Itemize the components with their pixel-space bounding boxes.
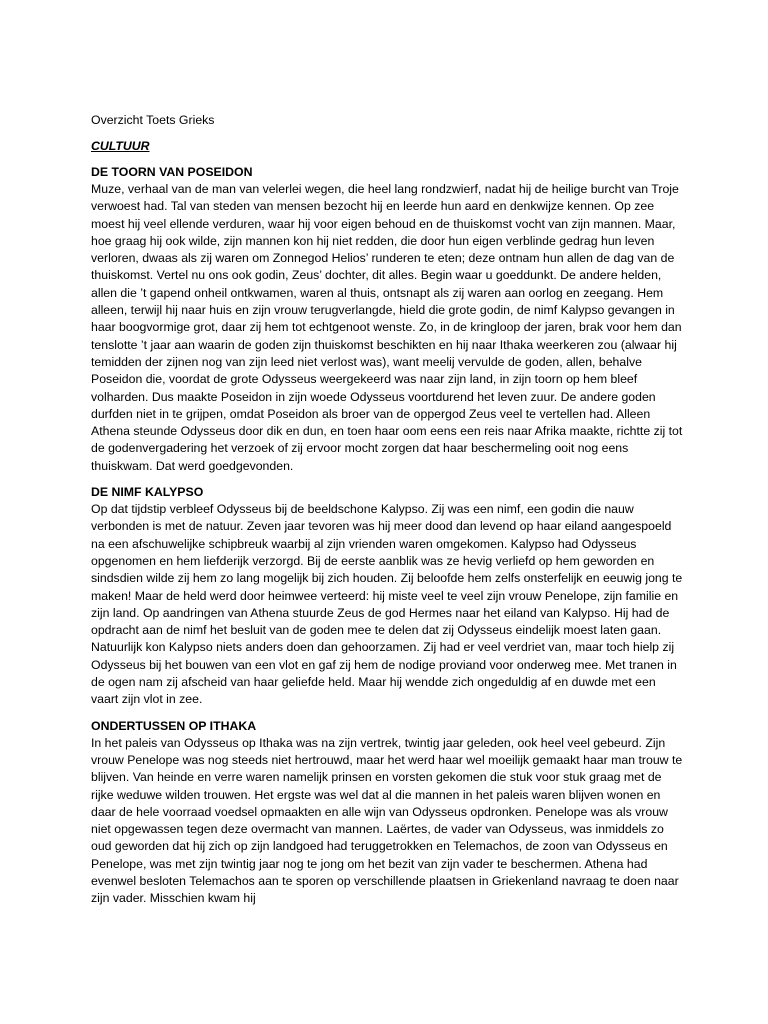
section-title: DE TOORN VAN POSEIDON xyxy=(91,165,253,179)
section-toorn-van-poseidon xyxy=(91,164,683,475)
section-ondertussen-op-ithaka xyxy=(91,718,683,908)
section-title: DE NIMF KALYPSO xyxy=(91,485,204,500)
section-paragraph: Muze, verhaal van de man van velerlei wegen, die heel lang rondzwierf, nadat hij de heilige burcht van Troje verwoest had. Tal van steden van mensen bezocht hij en leerde hun aard en denkwijze kennen. Op zee moest hij veel ellende verduren, waar hij voor eigen behoud en de thuiskomst vocht van zijn mannen. Maar, hoe graag hij ook wilde, zijn mannen kon hij niet redden, die door hun eigen verblinde gedrag hun leven verloren, dwaas als zij waren om Zonnegod Helios’ runderen te eten; deze ontnam hun allen de dag van de thuiskomst. Vertel nu ons ook godin, Zeus’ dochter, dit alles. Begin waar u goeddunkt. De andere helden, allen die ’t gapend onheil ontkwamen, waren al thuis, ontsnapt als zij waren aan oorlog en zeegang. Hem alleen, terwijl hij naar huis en zijn vrouw terugverlangde, hield die grote godin, de nimf Kalypso gevangen in haar boogvormige grot, daar zij hem tot echtgenoot wenste. Zo, in de kringloop der jaren, brak voor hem dan tenslotte ’t jaar aan waarin de goden zijn thuiskomst beschikten en hij naar Ithaka weerkeren zou (alwaar hij temidden der zijnen nog van zijn leed niet verlost was), want meelij vervulde de goden, allen, behalve Poseidon die, voordat de grote Odysseus weergekeerd was naar zijn land, in zijn toorn op hem bleef volharden. Dus maakte Poseidon in zijn woede Odysseus voortdurend het leven zuur. De andere goden durfden niet in te grijpen, omdat Poseidon als broer van de oppergod Zeus veel te vertellen had. Alleen Athena steunde Odysseus door dik en dun, en toen haar oom eens een reis naar Afrika maakte, richtte zij tot de godenvergadering het verzoek of zij ervoor mocht zorgen dat haar beschermeling ooit nog eens thuiskwam. Dat werd goedgevonden. xyxy=(91,182,683,473)
document-title: Overzicht Toets Grieks xyxy=(91,113,215,127)
document-page xyxy=(91,112,683,917)
section-title: ONDERTUSSEN OP ITHAKA xyxy=(91,718,257,733)
section-nimf-kalypso xyxy=(91,484,683,709)
section-paragraph: In het paleis van Odysseus op Ithaka was na zijn vertrek, twintig jaar geleden, ook heel veel gebeurd. Zijn vrouw Penelope was nog steeds niet hertrouwd, maar het werd haar wel moeilijk gemaakt haar man trouw te blijven. Van heinde en verre waren namelijk prinsen en vorsten gekomen die stuk voor stuk graag met de rijke weduwe wilden trouwen. Het ergste was wel dat al die mannen in het paleis waren blijven wonen en daar de hele voorraad voedsel opmaakten en alle wijn van Odysseus opdronken. Penelope was als vrouw niet opgewassen tegen deze overmacht van mannen. Laërtes, de vader van Odysseus, was inmiddels zo oud geworden dat hij zich op zijn landgoed had teruggetrokken en Telemachos, de zoon van Odysseus en Penelope, was met zijn twintig jaar nog te jong om het bezit van zijn vader te beschermen. Athena had evenwel besloten Telemachos aan te sporen op verschillende plaatsen in Griekenland navraag te doen naar zijn vader. Misschien kwam hij xyxy=(91,735,683,906)
section-heading-cultuur: CULTUUR xyxy=(91,139,150,153)
section-paragraph: Op dat tijdstip verbleef Odysseus bij de beeldschone Kalypso. Zij was een nimf, een godin die nauw verbonden is met de natuur. Zeven jaar tevoren was hij meer dood dan levend op haar eiland aangespoeld na een afschuwelijke schipbreuk waarbij al zijn vrienden waren omgekomen. Kalypso had Odysseus opgenomen en hem liefderijk verzorgd. Bij de eerste aanblik was ze hevig verliefd op hem geworden en sindsdien wilde zij hem zo lang mogelijk bij zich houden. Zij beloofde hem zelfs onsterfelijk en eeuwig jong te maken! Maar de held werd door heimwee verteerd: hij miste veel te veel zijn vrouw Penelope, zijn familie en zijn land. Op aandringen van Athena stuurde Zeus de god Hermes naar het eiland van Kalypso. Hij had de opdracht aan de nimf het besluit van de goden mee te delen dat zij Odysseus eindelijk moest laten gaan. Natuurlijk kon Kalypso niets anders doen dan gehoorzamen. Zij had er veel verdriet van, maar toch hielp zij Odysseus bij het bouwen van een vlot en gaf zij hem de nodige proviand voor onderweg mee. Met tranen in de ogen nam zij afscheid van haar geliefde held. Maar hij wendde zich ongeduldig af en duwde met een vaart zijn vlot in zee. xyxy=(91,502,683,707)
